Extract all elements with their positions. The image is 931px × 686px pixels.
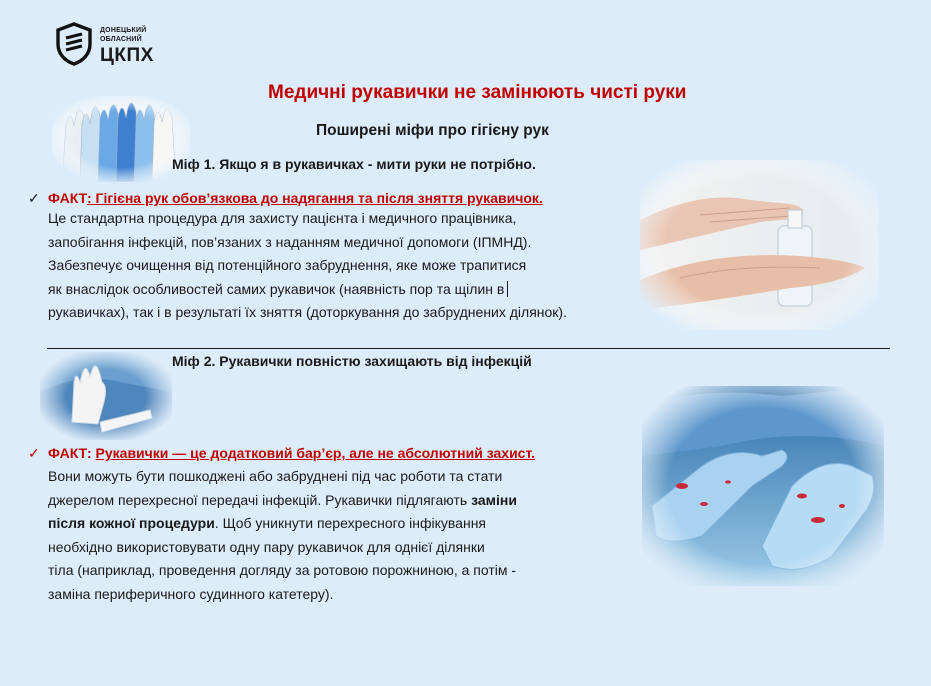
- page-title: Медичні рукавички не замінюють чисті руки: [268, 82, 687, 103]
- logo-name: ЦКПХ: [100, 45, 154, 66]
- body-line: заміна периферичного судинного катетеру).: [48, 585, 334, 602]
- body-line: джерелом перехресної передачі інфекцій. Рукавички підлягають заміни: [48, 491, 517, 508]
- fact-label: ФАКТ:: [48, 445, 96, 461]
- body-line: тіла (наприклад, проведення догляду за ротовою порожниною, а потім -: [48, 562, 517, 578]
- body-line: після кожної процедури. Щоб уникнути перехресного інфікування: [48, 515, 487, 531]
- myth-2-body: [48, 465, 517, 606]
- page-subtitle: Поширені міфи про гігієну рук: [316, 122, 549, 139]
- gloves-photo: [52, 96, 190, 182]
- checkmark-icon: ✓: [28, 445, 40, 461]
- fact-label: ФАКТ: [48, 190, 87, 206]
- myth-1-heading: Міф 1. Якщо я в рукавичках - мити руки не потрібно.: [172, 156, 536, 172]
- surgeon-glove-photo: [40, 352, 172, 440]
- myth-1-fact: [28, 190, 543, 206]
- body-line: Забезпечує очищення від потенційного забруднення, яке може трапитися: [48, 257, 527, 273]
- myth-2-fact: [28, 445, 535, 461]
- logo-subtitle: ДОНЕЦЬКИЙ ОБЛАСНИЙ: [100, 27, 147, 43]
- myth-1-body: [48, 207, 567, 325]
- body-line: Вони можуть бути пошкоджені або забруднені під час роботи та стати: [48, 468, 503, 484]
- fact-statement: Рукавички — це додатковий бар’єр, але не абсолютний захист.: [95, 445, 535, 461]
- fact-statement: : Гігієна рук обов’язкова до надягання та після зняття рукавичок.: [86, 190, 543, 206]
- logo: [56, 22, 166, 68]
- body-line: запобігання інфекцій, пов’язаних з наданням медичної допомоги (ІПМНД).: [48, 233, 532, 250]
- contaminated-gloves-photo: [642, 386, 884, 586]
- logo-emblem-icon: [56, 22, 92, 66]
- body-line: як внаслідок особливостей самих рукавичок (наявність пор та щілин в: [48, 278, 567, 302]
- checkmark-icon: ✓: [28, 190, 40, 206]
- myth-2-heading: Міф 2. Рукавички повністю захищають від інфекцій: [172, 353, 532, 369]
- section-divider: [47, 348, 890, 349]
- text-cursor: [507, 281, 508, 297]
- hand-sanitizer-photo: [640, 160, 878, 330]
- body-line: рукавичках), так і в результаті їх зняття (доторкування до забруднених ділянок).: [48, 304, 567, 320]
- body-line: Це стандартна процедура для захисту пацієнта і медичного працівника,: [48, 210, 517, 226]
- body-line: необхідно використовувати одну пару рукавичок для однієї ділянки: [48, 538, 485, 555]
